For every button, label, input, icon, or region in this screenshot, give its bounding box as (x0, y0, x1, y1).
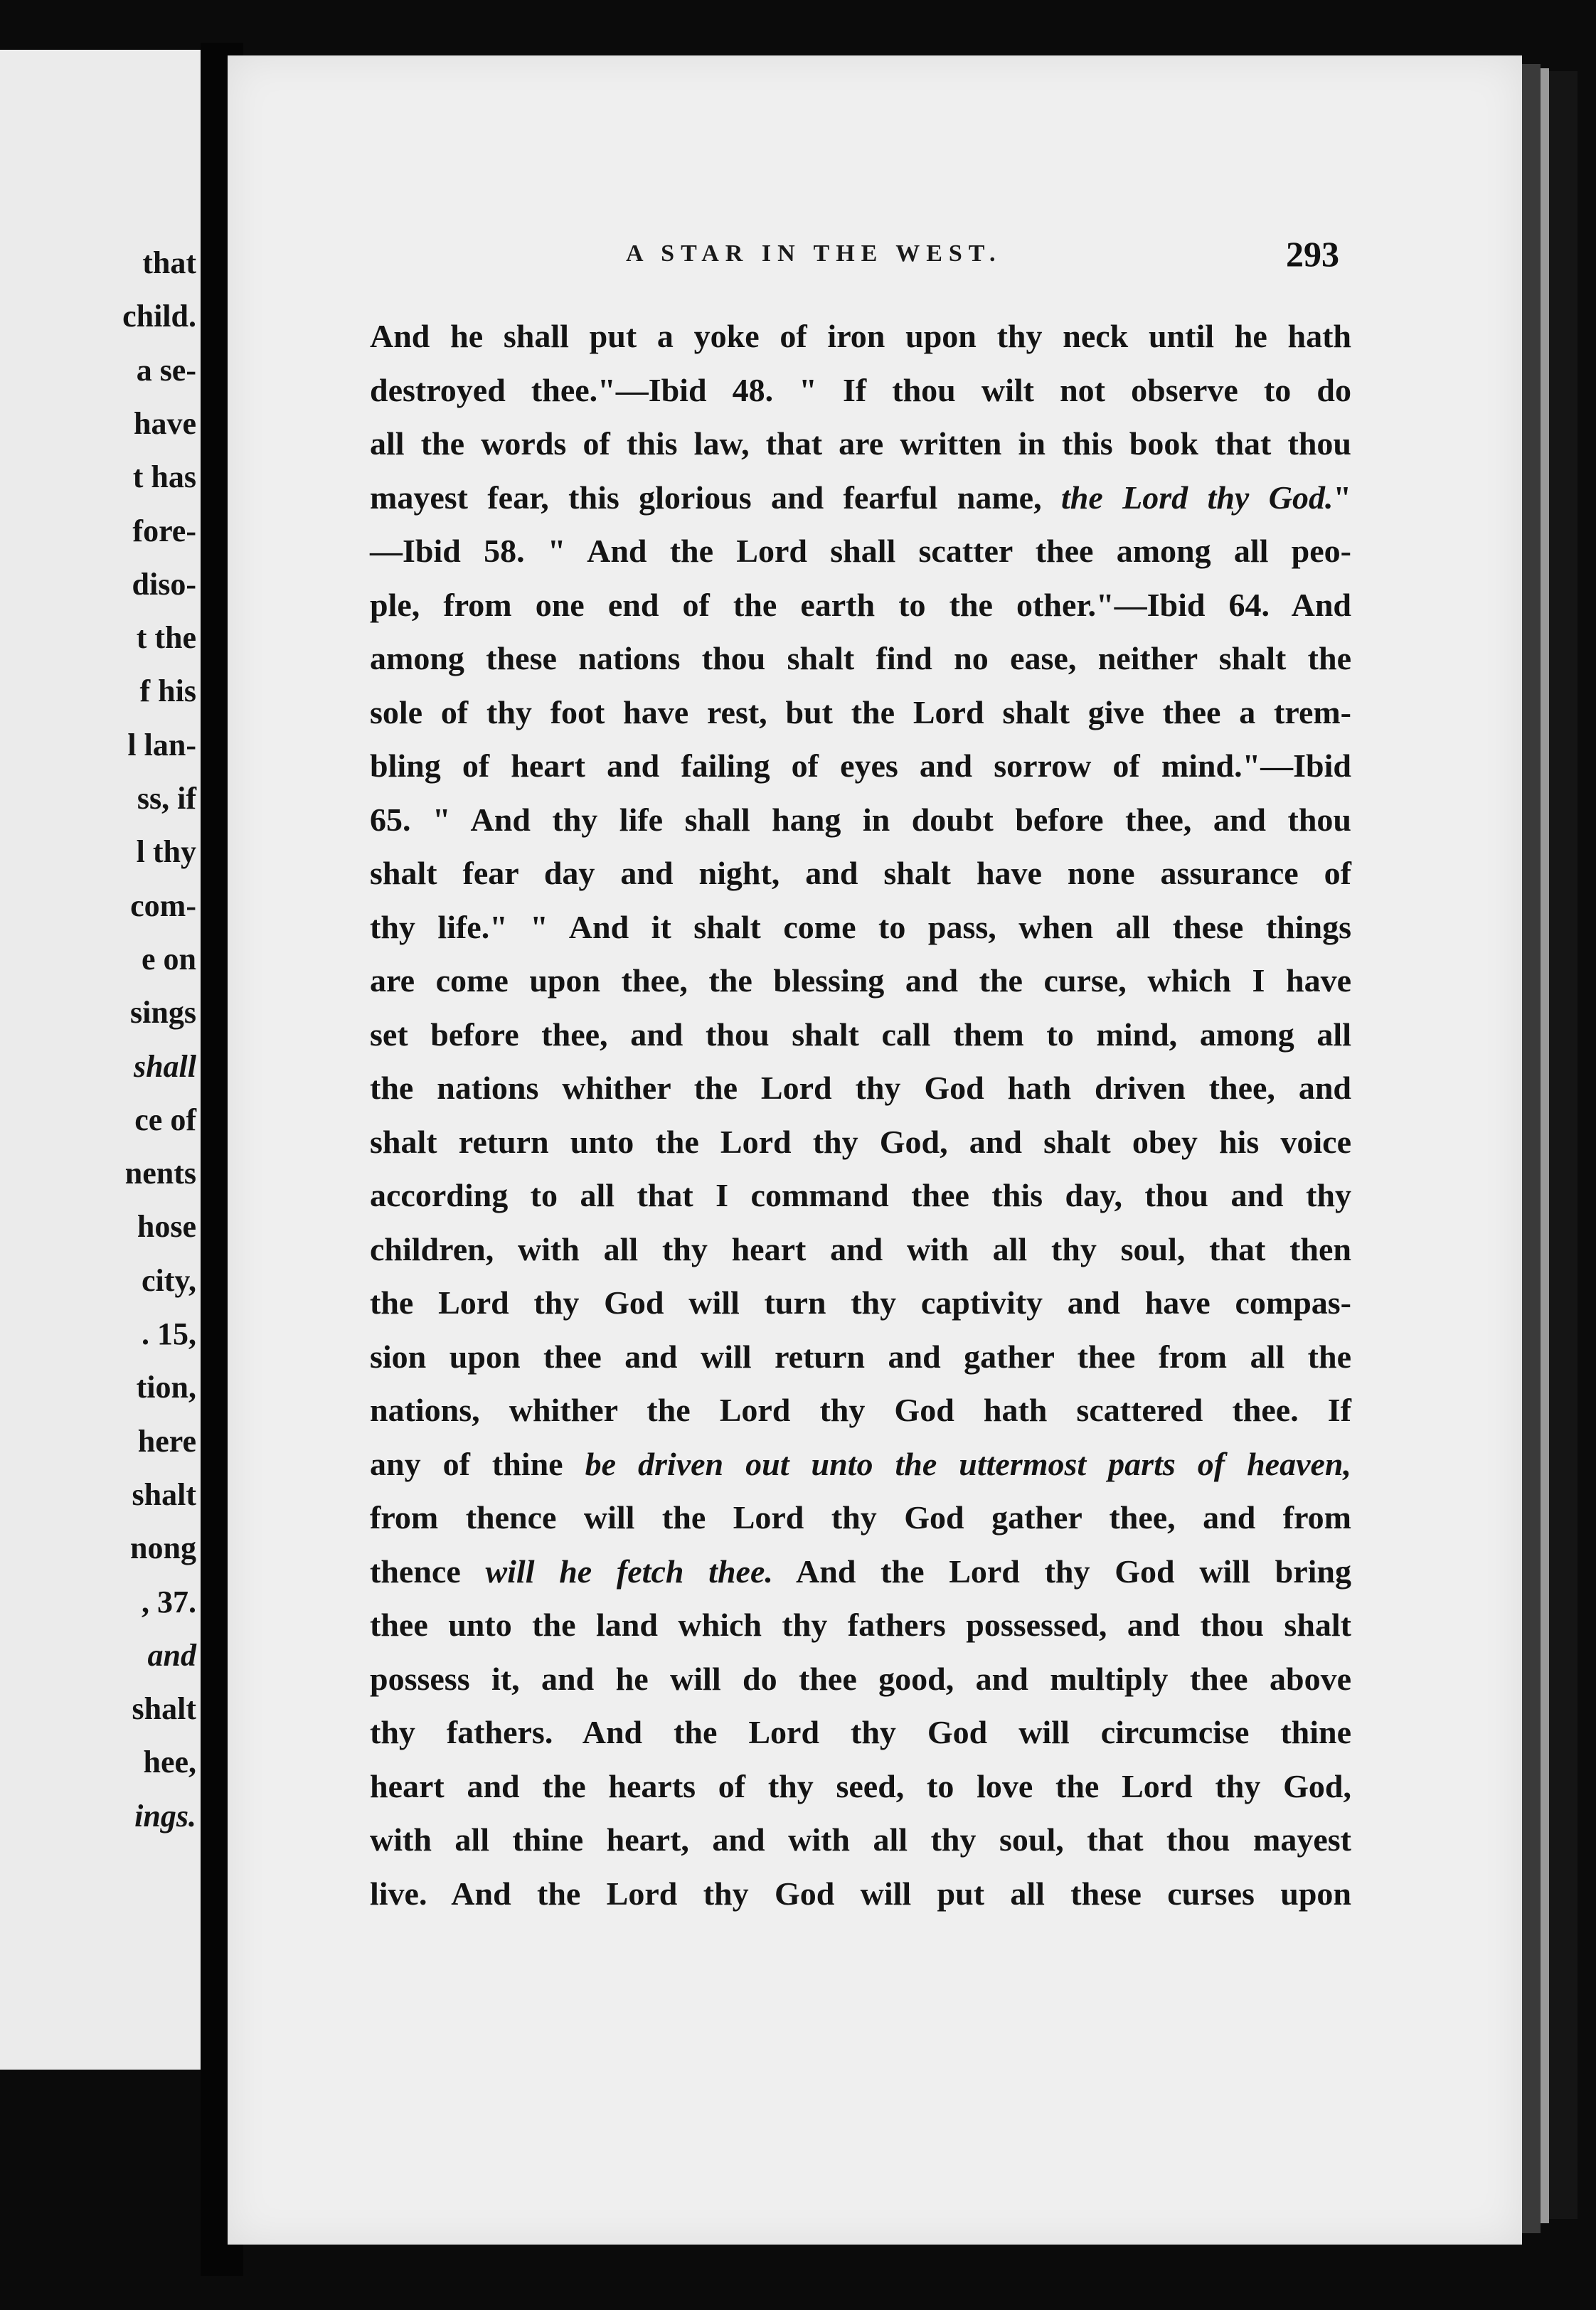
text-line (370, 1339, 1351, 1375)
text-run: And the Lord thy God will bring (772, 1553, 1351, 1590)
text-run: shalt return unto the Lord thy God, and shalt obey his voice (370, 1123, 1351, 1160)
text-run: possess it, and he will do thee good, and multiply thee above (370, 1660, 1351, 1697)
text-run: all the words of this law, that are written in this book that thou (370, 425, 1351, 462)
text-line (370, 910, 1351, 945)
text-run: with all thine heart, and with all thy soul, that thou mayest (370, 1821, 1351, 1858)
text-line (370, 1822, 1351, 1858)
left-page-text-fragment: t has (132, 459, 196, 495)
text-run: from thence will the Lord thy God gather thee, and from (370, 1499, 1351, 1535)
text-run: according to all that I command thee this day, thou and thy (370, 1177, 1351, 1213)
text-line (370, 533, 1351, 569)
text-line (370, 1393, 1351, 1428)
text-line (370, 587, 1351, 623)
italic-text-run: be driven out unto the uttermost parts of heaven, (585, 1445, 1351, 1482)
text-run: 65. " And thy life shall hang in doubt before thee, and thou (370, 801, 1351, 838)
text-line (370, 319, 1351, 354)
left-page-text-fragment: here (137, 1423, 196, 1459)
left-page-text-fragment: tion, (136, 1370, 196, 1405)
left-page-text-fragment: ss, if (137, 781, 196, 816)
left-page-text-fragment: l thy (136, 834, 196, 870)
page-edge-leaves (1541, 68, 1549, 2223)
text-run: any of thine (370, 1445, 585, 1482)
text-line (370, 1285, 1351, 1321)
left-page-text-fragment: nong (130, 1531, 196, 1566)
text-line (370, 802, 1351, 838)
text-run: sole of thy foot have rest, but the Lord shalt give thee a trem- (370, 693, 1351, 730)
left-page-text-fragment: that (142, 245, 196, 280)
text-line (370, 1661, 1351, 1697)
text-line (370, 1715, 1351, 1750)
text-run: heart and the hearts of thy seed, to love the Lord thy God, (370, 1767, 1351, 1804)
text-line (370, 373, 1351, 408)
left-page-text-fragment: sings (130, 995, 196, 1031)
text-line (370, 1769, 1351, 1804)
left-page-text-fragment: a se- (136, 352, 196, 388)
text-line (370, 963, 1351, 999)
left-page-text-fragment: diso- (132, 566, 196, 602)
text-run: are come upon thee, the blessing and the curse, which I have (370, 962, 1351, 999)
text-line (370, 1876, 1351, 1912)
text-run: mayest fear, this glorious and fearful name, (370, 479, 1061, 516)
page-edge-shadow (1522, 64, 1541, 2233)
text-run: set before thee, and thou shalt call them to mind, among all (370, 1016, 1351, 1053)
left-page-text-fragment: ings. (134, 1798, 196, 1833)
left-page-text-fragment: . 15, (142, 1316, 196, 1351)
text-run: thence (370, 1553, 486, 1590)
text-line (370, 856, 1351, 891)
text-line (370, 1607, 1351, 1643)
left-page-text-fragment: shalt (132, 1691, 196, 1727)
text-line (370, 1178, 1351, 1213)
text-run: sion upon thee and will return and gather thee from all the (370, 1338, 1351, 1375)
text-run: live. And the Lord thy God will put all these curses upon (370, 1875, 1351, 1912)
text-run: thee unto the land which thy fathers possessed, and thou shalt (370, 1607, 1351, 1643)
text-run: among these nations thou shalt find no ease, neither shalt the (370, 640, 1351, 676)
text-run: thy life." " And it shalt come to pass, when all these things (370, 908, 1351, 945)
text-run: And he shall put a yoke of iron upon thy neck until he hath (370, 318, 1351, 354)
page-number: 293 (1286, 234, 1339, 274)
text-run: ple, from one end of the earth to the other."—Ibid 64. And (370, 586, 1351, 623)
left-page-text-fragment: fore- (132, 513, 196, 548)
left-page-text-fragment: hee, (143, 1745, 196, 1780)
text-run: the nations whither the Lord thy God hath driven thee, and (370, 1070, 1351, 1106)
left-page-text-fragment: nents (124, 1156, 196, 1191)
running-head: A STAR IN THE WEST. (626, 240, 1002, 267)
left-page-text-fragment: t the (136, 620, 196, 656)
left-page-text-fragment: shalt (132, 1476, 196, 1512)
text-run: children, with all thy heart and with all thy soul, that then (370, 1230, 1351, 1267)
text-line (370, 1017, 1351, 1053)
text-run: —Ibid 58. " And the Lord shall scatter thee among all peo- (370, 533, 1351, 569)
text-line (370, 480, 1351, 516)
text-line (370, 1554, 1351, 1590)
text-line (370, 1070, 1351, 1106)
left-page-text-fragment: f his (139, 674, 196, 709)
text-line (370, 748, 1351, 784)
left-page-text-fragment: child. (122, 299, 196, 334)
left-page-text-fragment: have (134, 405, 196, 441)
text-line (370, 426, 1351, 462)
left-page-text-fragment: l lan- (127, 727, 196, 762)
left-page-text-fragment: com- (130, 888, 196, 923)
left-page-text-fragment: shall (133, 1048, 196, 1084)
text-line (370, 641, 1351, 676)
left-page-text-fragment: hose (137, 1209, 196, 1245)
text-run: nations, whither the Lord thy God hath scattered thee. If (370, 1392, 1351, 1428)
italic-text-run: the Lord thy God. (1061, 479, 1334, 516)
text-line (370, 695, 1351, 730)
left-page (0, 50, 201, 2070)
text-run: " (1333, 479, 1352, 516)
italic-text-run: will he fetch thee. (485, 1553, 773, 1590)
text-line (370, 1500, 1351, 1535)
text-line (370, 1447, 1351, 1482)
text-run: bling of heart and failing of eyes and sorrow of mind."—Ibid (370, 747, 1351, 784)
text-run: the Lord thy God will turn thy captivity and have compas- (370, 1284, 1351, 1321)
page-edge-dark (1549, 71, 1578, 2219)
text-line (370, 1232, 1351, 1267)
text-run: destroyed thee."—Ibid 48. " If thou wilt not observe to do (370, 371, 1351, 408)
left-page-text-fragment: and (147, 1637, 196, 1673)
text-run: thy fathers. And the Lord thy God will circumcise thine (370, 1714, 1351, 1750)
left-page-text-fragment: city, (142, 1262, 196, 1298)
text-line (370, 1124, 1351, 1160)
left-page-text-fragment: ce of (134, 1102, 196, 1137)
left-page-text-fragment: e on (142, 941, 196, 976)
text-run: shalt fear day and night, and shalt have none assurance of (370, 855, 1351, 891)
left-page-text-fragment: , 37. (142, 1584, 196, 1619)
